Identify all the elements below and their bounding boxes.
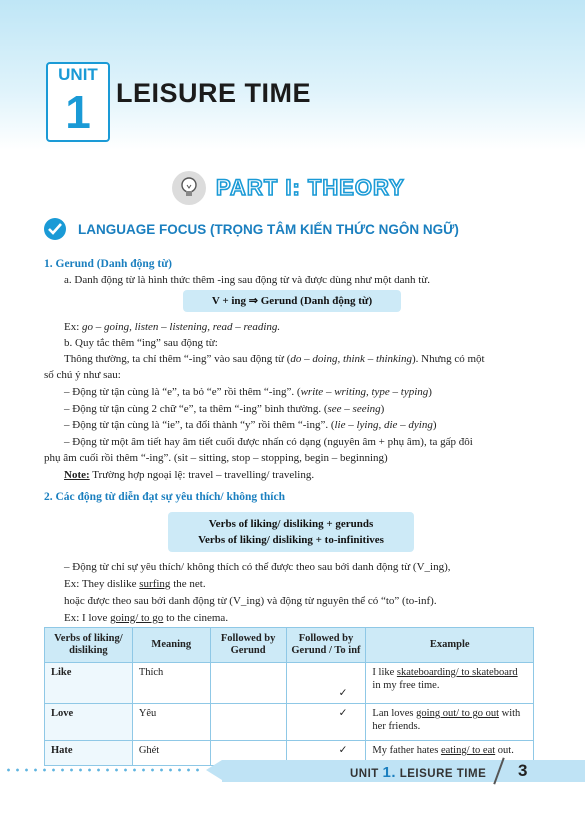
verb-cell: Hate [45,741,133,766]
check-circle-icon [44,218,66,240]
gerund-cell [210,663,286,704]
note: Note: Trường hợp ngoại lệ: travel – travelling/ traveling. [64,469,315,481]
table-header: Followed by Gerund [210,628,286,663]
verb-cell: Love [45,704,133,741]
part-title: PART I: THEORY [216,175,405,200]
section-2-example-2: Ex: I love going/ to go to the cinema. [64,612,229,624]
gerund-cell [210,704,286,741]
liking-box-line-1: Verbs of liking/ disliking + gerunds [208,518,374,530]
table-header: Meaning [132,628,210,663]
table-header: Verbs of liking/ disliking [45,628,133,663]
section-2-line-1: – Động từ chỉ sự yêu thích/ không thích có thể được theo sau bởi danh động từ (V_ing), [64,561,451,573]
verb-cell: Like [45,663,133,704]
footer-dots [4,767,204,773]
rule-intro: Thông thường, ta chỉ thêm “-ing” vào sau động từ (do – doing, think – thinking). Nhưng có một [64,353,485,365]
rule-4-cont: phụ âm cuối rồi thêm “-ing”. (sit – sitting, stop – stopping, begin – beginning) [44,452,388,464]
liking-verbs-box [168,512,414,552]
rule-3: – Động từ tận cùng là “ie”, ta đổi thành “y” rồi thêm “-ing”. (lie – lying, die – dying) [64,419,437,431]
table-header: Followed by Gerund / To inf [286,628,366,663]
section-1-a: a. Danh động từ là hình thức thêm -ing sau động từ và được dùng như một danh từ. [64,274,431,286]
rule-2: – Động từ tận cùng 2 chữ “e”, ta thêm “-ing” bình thường. (see – seeing) [64,403,385,415]
section-2-line-2: hoặc được theo sau bởi danh động từ (V_ing) và động từ nguyên thể có “to” (to-inf). [64,595,437,607]
unit-badge [46,62,110,142]
meaning-cell: Yêu [132,704,210,741]
section-2-heading: 2. Các động từ diễn đạt sự yêu thích/ không thích [44,491,285,503]
table-row [45,704,534,741]
part-heading [172,170,405,206]
checkmark-icon: ✓ [286,741,366,766]
table-header: Example [366,628,534,663]
table-header-row [45,628,534,663]
section-1-b: b. Quy tắc thêm “ing” sau động từ: [64,337,218,349]
gerund-formula: V + ing ⇒ Gerund (Danh động từ) [183,290,401,312]
example-cell: I like skateboarding/ to skateboard in my free time. [366,663,534,704]
section-1-heading: 1. Gerund (Danh động từ) [44,258,172,270]
table-row [45,663,534,704]
meaning-cell: Ghét [132,741,210,766]
footer-unit-label: UNIT 1. LEISURE TIME [350,764,487,781]
language-focus-heading [44,216,459,242]
meaning-cell: Thích [132,663,210,704]
page-number: 3 [518,761,528,780]
rule-4: – Động từ một âm tiết hay âm tiết cuối được nhấn có dạng (nguyên âm + phụ âm), ta gấp đôi [64,436,473,448]
example-cell: My father hates eating/ to eat out. [366,741,534,766]
unit-title: LEISURE TIME [116,78,312,108]
checkmark-icon: ✓ [286,663,366,704]
example-cell: Lan loves going out/ to go out with her friends. [366,704,534,741]
section-1-example: Ex: go – going, listen – listening, read – reading. [64,321,281,333]
section-2-example-1: Ex: They dislike surfing the net. [64,578,206,590]
unit-number: 1 [65,86,91,138]
verbs-table [44,627,534,766]
unit-word: UNIT [58,65,98,84]
checkmark-icon: ✓ [286,704,366,741]
footer-arrow [206,760,222,780]
lightbulb-icon [172,171,206,205]
language-focus-title: LANGUAGE FOCUS (TRỌNG TÂM KIẾN THỨC NGÔN NGỮ) [78,221,459,237]
rule-1: – Động từ tận cùng là “e”, ta bỏ “e” rồi thêm “-ing”. (write – writing, type – typing) [64,386,432,398]
liking-box-line-2: Verbs of liking/ disliking + to-infinitives [198,534,384,546]
rule-intro-cont: số chú ý như sau: [44,369,121,381]
